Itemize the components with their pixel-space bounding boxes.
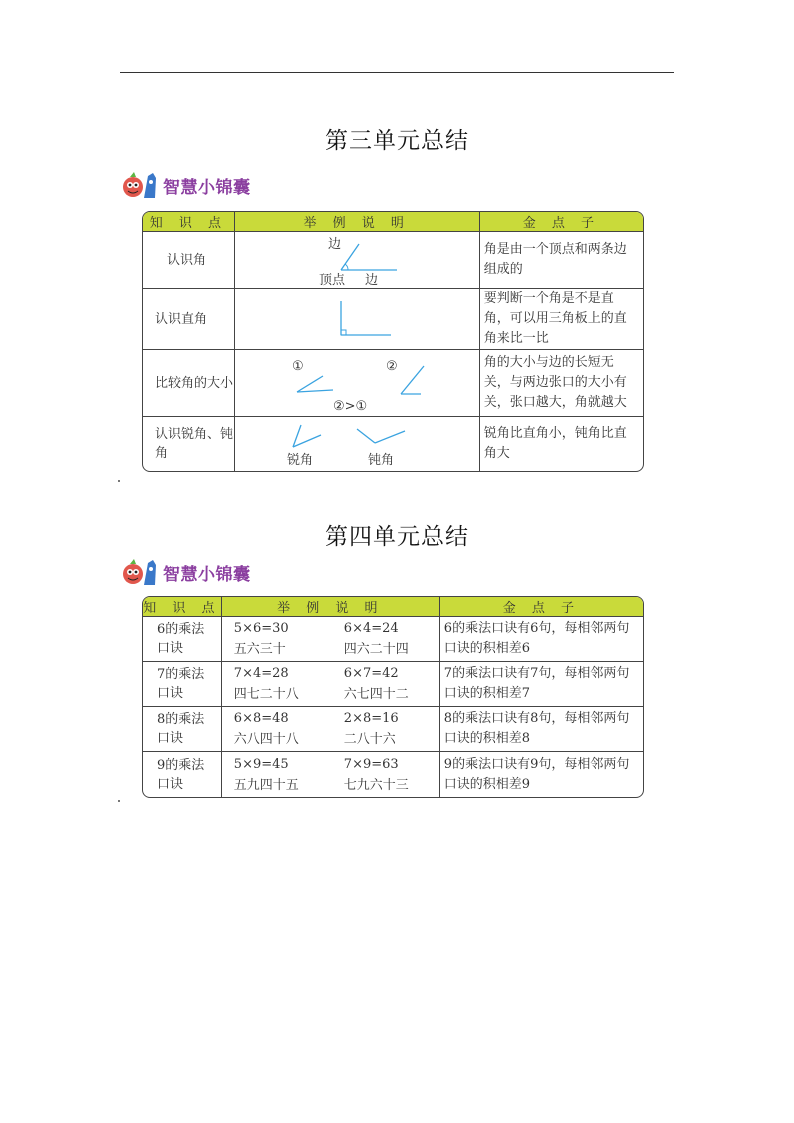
example-equation: 6×4=24 [343, 621, 399, 636]
label-angle-2: ② [385, 359, 398, 374]
label-side: 边 [327, 237, 341, 252]
example-cell [221, 617, 439, 661]
example-cell [221, 751, 439, 797]
topic-cell: 比较角的大小 [143, 349, 234, 416]
compare-angles-diagram [235, 350, 479, 416]
page-mark [118, 800, 120, 802]
example-equation: 5×6=30 [233, 621, 289, 636]
section4-badge [122, 557, 251, 587]
label-side: 边 [364, 273, 378, 288]
header-example: 举 例 说 明 [221, 597, 439, 617]
section3-table [142, 211, 644, 472]
topic-cell: 认识直角 [143, 288, 234, 349]
tip-cell: 6的乘法口诀有6句，每相邻两句口诀的积相差6 [439, 617, 643, 661]
example-cell [221, 706, 439, 751]
table-header-row [143, 212, 643, 232]
label-obtuse: 钝角 [367, 453, 394, 468]
example-equation: 7×4=28 [233, 666, 289, 681]
example-cell [234, 232, 479, 288]
header-tip: 金 点 子 [439, 597, 643, 617]
table-row [143, 288, 643, 349]
example-rhyme: 六八四十八 [233, 732, 299, 747]
example-rhyme: 五六三十 [233, 642, 286, 657]
section3-badge-label: 智慧小锦囊 [163, 177, 251, 198]
example-equation: 6×8=48 [233, 711, 289, 726]
example-equation: 5×9=45 [233, 756, 289, 772]
tip-cell: 8的乘法口诀有8句，每相邻两句口诀的积相差8 [439, 706, 643, 751]
example-equation: 2×8=16 [343, 711, 399, 726]
table-row [143, 661, 643, 706]
header-example: 举 例 说 明 [234, 212, 479, 232]
example-cell [234, 416, 479, 471]
topic-cell: 7的乘法口诀 [143, 661, 221, 706]
top-rule [120, 72, 674, 73]
example-rhyme: 二八十六 [343, 732, 396, 747]
section4-table [142, 596, 644, 798]
tip-cell: 锐角比直角小，钝角比直角大 [479, 416, 643, 471]
table-row [143, 232, 643, 288]
right-angle-diagram [235, 289, 479, 349]
tip-cell: 角是由一个顶点和两条边组成的 [479, 232, 643, 288]
section4-badge-label: 智慧小锦囊 [163, 564, 251, 585]
tip-cell: 7的乘法口诀有7句，每相邻两句口诀的积相差7 [439, 661, 643, 706]
table-row [143, 416, 643, 471]
tip-cell: 角的大小与边的长短无关，与两边张口的大小有关，张口越大，角就越大 [479, 349, 643, 416]
section3-title: 第三单元总结 [325, 128, 469, 154]
example-rhyme: 五九四十五 [233, 777, 299, 793]
tip-cell: 9的乘法口诀有9句，每相邻两句口诀的积相差9 [439, 751, 643, 797]
table-row [143, 617, 643, 661]
table-row [143, 751, 643, 797]
label-angle-1: ① [291, 359, 304, 374]
topic-cell: 认识锐角、钝角 [143, 416, 234, 471]
example-equation: 6×7=42 [343, 666, 399, 681]
example-rhyme: 七九六十三 [343, 777, 409, 793]
topic-cell: 认识角 [167, 252, 207, 268]
example-rhyme: 六七四十二 [343, 687, 409, 702]
example-cell [234, 349, 479, 416]
angle-diagram [235, 232, 479, 288]
table-row [143, 706, 643, 751]
mascot-icon [122, 170, 160, 200]
section3-badge [122, 170, 251, 200]
header-knowledge: 知 识 点 [143, 597, 221, 617]
label-compare: ②>① [332, 399, 367, 414]
example-equation: 7×9=63 [343, 756, 399, 772]
table-row [143, 349, 643, 416]
label-vertex: 顶点 [318, 273, 345, 288]
label-acute: 锐角 [286, 453, 313, 468]
page-mark [118, 480, 120, 482]
example-cell [234, 288, 479, 349]
example-rhyme: 四六二十四 [343, 642, 409, 657]
table-header-row [143, 597, 643, 617]
section4-title: 第四单元总结 [325, 524, 469, 550]
tip-cell: 要判断一个角是不是直角，可以用三角板上的直角来比一比 [479, 288, 643, 349]
header-knowledge: 知 识 点 [143, 212, 234, 232]
header-tip: 金 点 子 [479, 212, 643, 232]
acute-obtuse-diagram [235, 417, 479, 471]
topic-cell: 8的乘法口诀 [143, 706, 221, 751]
example-cell [221, 661, 439, 706]
mascot-icon [122, 557, 160, 587]
topic-cell: 6的乘法口诀 [157, 622, 205, 656]
topic-cell: 9的乘法口诀 [143, 751, 221, 797]
example-rhyme: 四七二十八 [233, 687, 299, 702]
